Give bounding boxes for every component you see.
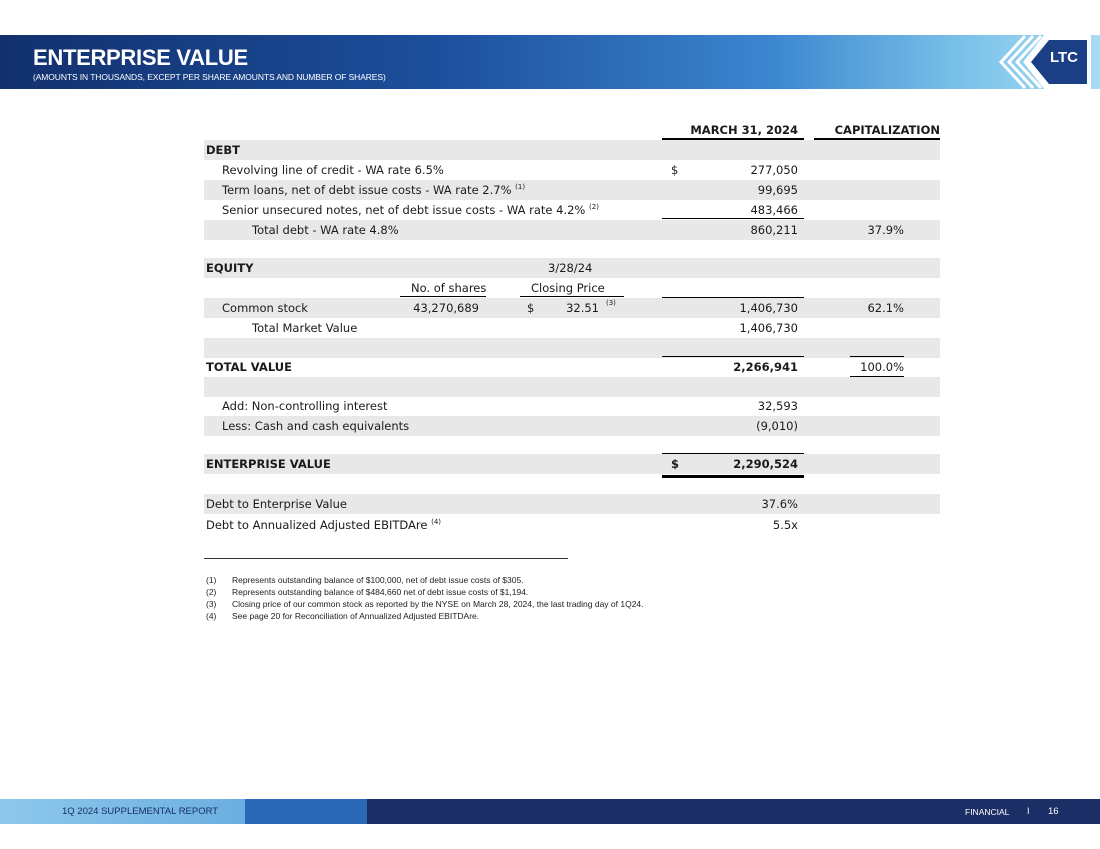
common-stock-dollar: $ [527, 301, 535, 315]
page-title: ENTERPRISE VALUE [33, 45, 248, 70]
footnote-divider [204, 558, 568, 559]
footnote-4 [206, 611, 479, 621]
debt-to-ev-label: Debt to Enterprise Value [206, 497, 347, 511]
debt-section-row [204, 140, 940, 160]
footnote-text: See page 20 for Reconciliation of Annualized Adjusted EBITDAre. [232, 611, 480, 621]
total-debt-capitalization: 37.9% [867, 223, 904, 237]
logo-subtext: REIT [1072, 69, 1088, 86]
equity-label: EQUITY [206, 261, 254, 275]
table-row [204, 494, 940, 514]
footnote-number: (1) [206, 575, 217, 585]
term-loans-cell [222, 183, 525, 197]
common-stock-label: Common stock [222, 301, 308, 315]
footer-report-name: 1Q 2024 SUPPLEMENTAL REPORT [62, 806, 219, 817]
footnote-3 [206, 599, 644, 609]
subheader-rule [520, 296, 624, 297]
table-row [204, 200, 940, 220]
table-row [204, 220, 940, 240]
total-value-amount: 2,266,941 [733, 360, 798, 374]
column-header-price: Closing Price [531, 281, 605, 295]
subheader-rule [400, 296, 486, 297]
table-row [204, 416, 940, 436]
ev-double-rule [662, 475, 804, 478]
total-debt-amount: 860,211 [750, 223, 798, 237]
enterprise-value-label: ENTERPRISE VALUE [206, 457, 331, 471]
footnote-1 [206, 575, 524, 585]
table-row [204, 357, 940, 377]
enterprise-value-row [204, 454, 940, 474]
enterprise-value-amount: 2,290,524 [733, 457, 798, 471]
footnote-number: (3) [206, 599, 217, 609]
cash-label: Less: Cash and cash equivalents [222, 419, 410, 433]
page-subtitle: (AMOUNTS IN THOUSANDS, EXCEPT PER SHARE AMOUNTS AND NUMBER OF SHARES) [33, 72, 386, 82]
nci-amount: 32,593 [757, 399, 798, 413]
total-market-label: Total Market Value [252, 321, 358, 335]
senior-notes-amount: 483,466 [750, 203, 798, 217]
total-value-capitalization: 100.0% [860, 360, 904, 374]
subtotal-rule [662, 218, 804, 219]
footnote-ref: (4) [431, 518, 442, 527]
enterprise-value-dollar: $ [671, 457, 680, 471]
revolving-label: Revolving line of credit - WA rate 6.5% [222, 163, 444, 177]
debt-to-ebitda-label: Debt to Annualized Adjusted EBITDAre [206, 518, 428, 532]
common-stock-price: 32.51 [566, 301, 599, 315]
table-header-row [204, 120, 940, 140]
column-header-date: MARCH 31, 2024 [690, 123, 798, 137]
table-row [204, 160, 940, 180]
column-header-capitalization: CAPITALIZATION [834, 123, 940, 137]
common-stock-amount: 1,406,730 [739, 301, 798, 315]
total-market-amount: 1,406,730 [739, 321, 798, 335]
footnote-ref: (3) [606, 299, 616, 307]
spacer-row [204, 377, 940, 397]
footer-section: FINANCIAL [965, 807, 1010, 817]
debt-to-ebitda-cell [206, 518, 441, 532]
footnote-2 [206, 587, 528, 597]
footer-segment [245, 799, 367, 824]
revolving-dollar: $ [671, 163, 679, 177]
table-row [204, 180, 940, 200]
revolving-amount: 277,050 [750, 163, 798, 177]
common-stock-capitalization: 62.1% [867, 301, 904, 315]
term-loans-label: Term loans, net of debt issue costs - WA rate 2.7% [222, 183, 512, 197]
term-loans-amount: 99,695 [757, 183, 798, 197]
spacer-row [204, 338, 940, 358]
footnote-number: (2) [206, 587, 217, 597]
footer-separator: I [1027, 806, 1030, 816]
footnote-ref: (1) [515, 183, 526, 192]
footnote-number: (4) [206, 611, 217, 621]
table-row [204, 318, 940, 338]
page-number: 16 [1048, 806, 1059, 817]
equity-subheader-row [204, 278, 940, 298]
senior-notes-label: Senior unsecured notes, net of debt issue costs - WA rate 4.2% [222, 203, 586, 217]
footnote-text: Closing price of our common stock as reported by the NYSE on March 28, 2024, the last trading day of 1Q24. [232, 599, 644, 609]
logo-text: LTC [1049, 49, 1079, 66]
footnote-text: Represents outstanding balance of $484,660 net of debt issue costs of $1,194. [232, 587, 529, 597]
equity-price-date: 3/28/24 [548, 261, 593, 275]
footer-bar [0, 799, 1100, 824]
equity-section-row [204, 258, 940, 278]
debt-to-ebitda-value: 5.5x [772, 518, 798, 532]
table-row [204, 515, 940, 535]
total-value-label: TOTAL VALUE [206, 360, 292, 374]
total-debt-label: Total debt - WA rate 4.8% [252, 223, 399, 237]
nci-label: Add: Non-controlling interest [222, 399, 388, 413]
header-banner [0, 35, 1100, 89]
table-row [204, 298, 940, 318]
common-stock-shares: 43,270,689 [413, 301, 479, 315]
debt-label: DEBT [206, 143, 241, 157]
column-header-shares: No. of shares [411, 281, 487, 295]
debt-to-ev-value: 37.6% [761, 497, 798, 511]
subtotal-rule [662, 297, 804, 298]
footnote-text: Represents outstanding balance of $100,000, net of debt issue costs of $305. [232, 575, 524, 585]
senior-notes-cell [222, 203, 599, 217]
footnote-ref: (2) [589, 203, 599, 212]
table-row [204, 396, 940, 416]
cash-amount: (9,010) [756, 419, 798, 433]
